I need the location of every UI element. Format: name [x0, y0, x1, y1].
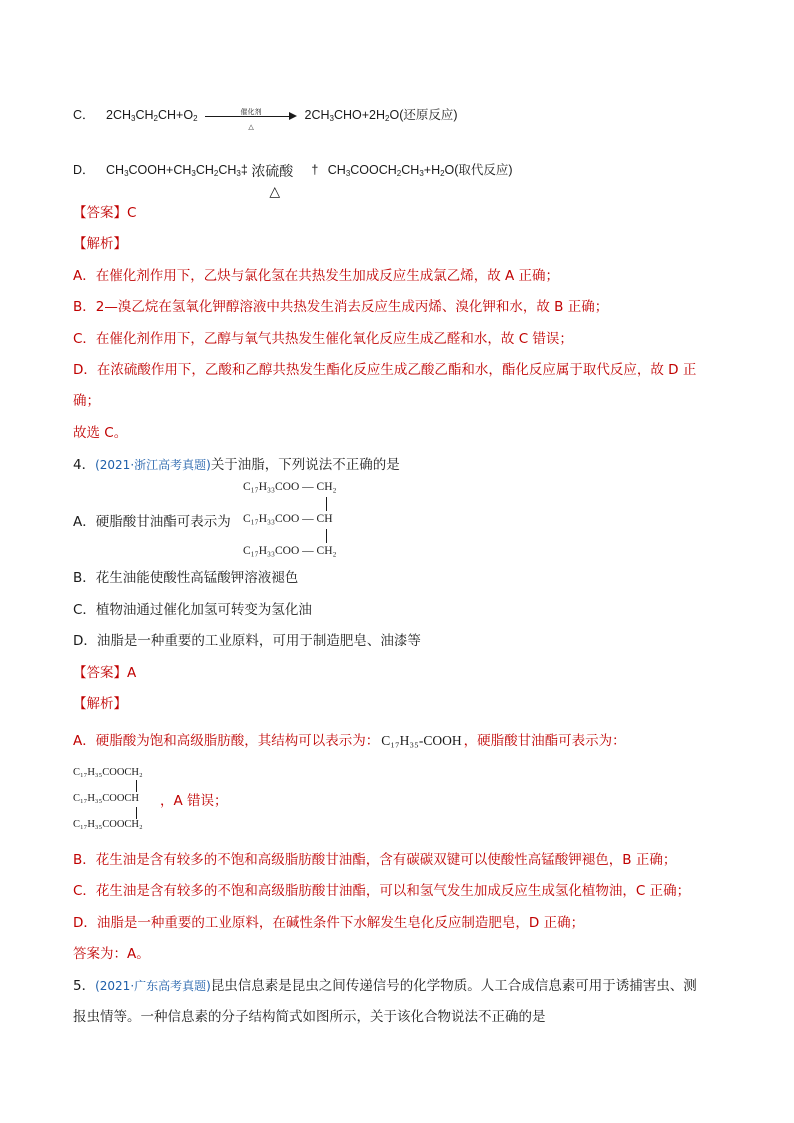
formula-part: O(还原反应): [389, 108, 458, 122]
q4-stem: [73, 455, 400, 475]
formula-part: CH+O: [158, 108, 194, 122]
condition-bottom: △: [269, 182, 281, 199]
q4-analysis-a-tail: ，A 错误；: [160, 793, 228, 809]
q3-analysis-label: 【解析】: [73, 236, 127, 252]
arrow-condition-bottom: △: [248, 123, 254, 131]
q4-option-d: D．油脂是一种重要的工业原料，可用于制造肥皂、油漆等: [73, 633, 421, 649]
question-source: (2021·广东高考真题): [95, 979, 211, 993]
condition-top: 浓硫酸: [251, 162, 294, 179]
answer-value: A: [127, 665, 137, 681]
option-prefix: C．: [73, 108, 95, 122]
formula-part: CH: [195, 163, 214, 177]
q4-option-b: B．花生油能使酸性高锰酸钾溶液褪色: [73, 570, 299, 586]
stearic-acid-formula: C₁₇H₃₅-COOH: [381, 733, 462, 748]
formula-part: +H: [423, 163, 441, 177]
structure-row: C₁₇H₃₃COO — CH₂: [243, 545, 337, 557]
answer-label: 【答案】: [73, 205, 127, 221]
q4-conclusion: 答案为：A。: [73, 946, 150, 962]
formula-part: CH: [135, 108, 154, 122]
structure-row: C₁₇H₃₅COOCH: [73, 793, 139, 804]
q4-analysis-line: C．花生油是含有较多的不饱和高级脂肪酸甘油酯，可以和氢气发生加成反应生成氢化植物油，C 正确；: [73, 883, 691, 899]
formula-part: CH: [106, 163, 125, 177]
q4-option-c: C．植物油通过催化加氢可转变为氢化油: [73, 602, 312, 618]
q4-answer: [73, 663, 136, 683]
reaction-arrow: [205, 106, 297, 131]
structure-row: C₁₇H₃₃COO — CH: [243, 513, 333, 525]
q3-answer: [73, 203, 136, 223]
q3-analysis-line: D．在浓硫酸作用下，乙酸和乙醇共热发生酯化反应生成乙酸乙酯和水，酯化反应属于取代反应，故 D 正: [73, 362, 697, 378]
reaction-condition: [251, 151, 311, 199]
structure-row: C₁₇H₃₃COO — CH₂: [243, 481, 337, 493]
question-stem: 关于油脂，下列说法不正确的是: [210, 457, 400, 473]
q3-analysis-line: A．在催化剂作用下，乙炔与氯化氢在共热发生加成反应生成氯乙烯，故 A 正确；: [73, 268, 560, 284]
q3-analysis-line: 确；: [73, 393, 100, 409]
structure-row: C₁₇H₃₅COOCH₂: [73, 819, 143, 830]
question-number: 4．: [73, 457, 96, 473]
question-number: 5．: [73, 978, 96, 994]
q3-conclusion: 故选 C。: [73, 425, 128, 441]
structure-row: C₁₇H₃₅COOCH₂: [73, 767, 143, 778]
formula-part: COOCH: [350, 163, 397, 177]
analysis-text: A．硬脂酸为饱和高级脂肪酸，其结构可以表示为：: [73, 733, 380, 749]
answer-label: 【答案】: [73, 665, 127, 681]
reaction-mark: ‡: [240, 163, 248, 177]
option-prefix: D．: [73, 163, 95, 177]
formula-part: CH: [327, 163, 346, 177]
reaction-mark: †: [311, 163, 319, 177]
q5-stem-line1: [73, 976, 697, 996]
formula-part: COOH+CH: [128, 163, 192, 177]
q3-option-c: C． $2CH_3CH_2CH+O_2$ 催化剂 △ $2CH_3CHO+2H_2O$(还原反应): [73, 105, 458, 126]
q3-analysis-line: C．在催化剂作用下，乙醇与氧气共热发生催化氧化反应生成乙醛和水，故 C 错误；: [73, 331, 573, 347]
q4-analysis-line: B．花生油是含有较多的不饱和高级脂肪酸甘油酯，含有碳碳双键可以使酸性高锰酸钾褪色，B 正确；: [73, 852, 677, 868]
q4-option-a: A．硬脂酸甘油酯可表示为: [73, 514, 231, 530]
arrow-condition-top: 催化剂: [240, 108, 262, 116]
formula-part: CHO+2H: [333, 108, 386, 122]
q4-analysis-a: [73, 731, 626, 751]
q5-stem-line2: 报虫情等。一种信息素的分子结构简式如图所示，关于该化合物说法不正确的是: [73, 1009, 546, 1025]
q3-option-d: D． $CH_3COOH+CH_3CH_2CH_3\ddagger$ 浓硫酸 △ † $CH_3COOCH_2CH_3+H_2O$(取代反应): [73, 150, 513, 191]
formula-part: CH: [218, 163, 237, 177]
question-source: (2021·浙江高考真题): [95, 458, 211, 472]
q4-analysis-label: 【解析】: [73, 696, 127, 712]
question-stem: 昆虫信息素是昆虫之间传递信号的化学物质。人工合成信息素可用于诱捕害虫、测: [210, 978, 697, 994]
formula-part: O(取代反应): [444, 163, 513, 177]
formula-part: CH: [401, 163, 420, 177]
formula-part: 2CH: [106, 108, 132, 122]
formula-part: 2CH: [304, 108, 330, 122]
q3-analysis-line: B．2—溴乙烷在氢氧化钾醇溶液中共热发生消去反应生成丙烯、溴化钾和水，故 B 正确；: [73, 299, 609, 315]
answer-value: C: [127, 205, 137, 221]
analysis-text: ，硬脂酸甘油酯可表示为：: [463, 733, 626, 749]
q4-analysis-line: D．油脂是一种重要的工业原料，在碱性条件下水解发生皂化反应制造肥皂，D 正确；: [73, 915, 585, 931]
